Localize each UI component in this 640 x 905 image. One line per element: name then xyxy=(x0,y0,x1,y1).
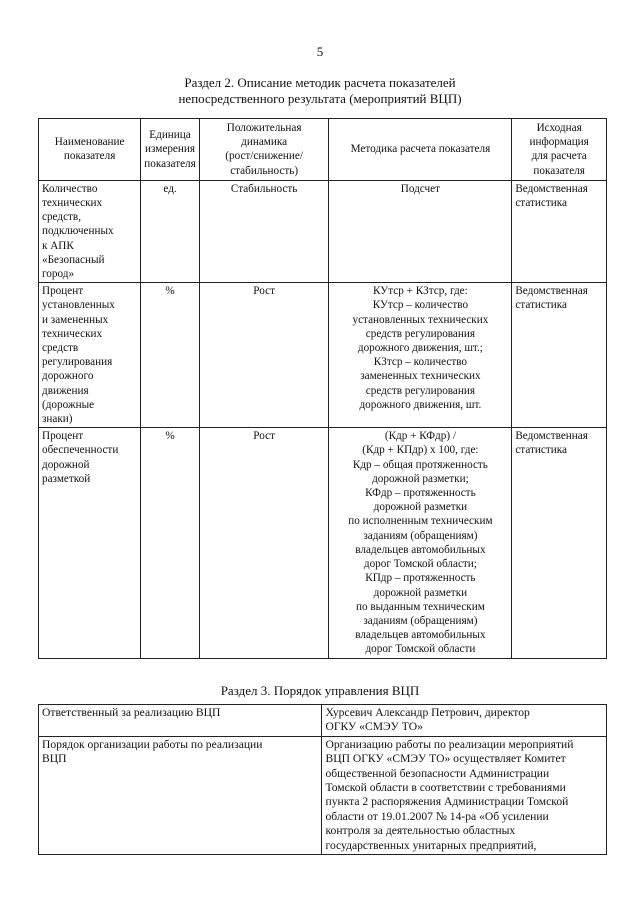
indicator-source: Ведомственная статистика xyxy=(512,428,607,658)
table-row xyxy=(39,180,607,282)
program-management-table xyxy=(38,704,607,855)
section-2-title xyxy=(0,75,640,107)
indicator-unit: % xyxy=(141,283,200,428)
header-indicator-name: Наименование показателя xyxy=(39,119,141,181)
table-row xyxy=(39,705,607,737)
indicator-source: Ведомственная статистика xyxy=(512,283,607,428)
indicator-source: Ведомственная статистика xyxy=(512,180,607,282)
indicator-dynamics: Рост xyxy=(199,428,329,658)
indicator-methods-table xyxy=(38,118,607,659)
indicator-method: Подсчет xyxy=(329,180,512,282)
indicator-unit: % xyxy=(141,428,200,658)
section-2-title-line-2: непосредственного результата (мероприятий ВЦП) xyxy=(178,91,462,106)
management-value: Организацию работы по реализации мероприятий ВЦП ОГКУ «СМЭУ ТО» осуществляет Комитет общественной безопасности Администрации Томской области в соответствии с требованиями пункта 2 распоряжения Администрации Томской области от 19.01.2007 № 14-ра «Об усилении контроля за деятельностью областных государственных унитарных предприятий, xyxy=(322,736,607,854)
header-source: Исходная информация для расчета показателя xyxy=(512,119,607,181)
section-3-title: Раздел 3. Порядок управления ВЦП xyxy=(220,683,420,698)
table-row xyxy=(39,736,607,854)
table-row xyxy=(39,283,607,428)
table-row xyxy=(39,428,607,658)
indicator-name: Процент обеспеченности дорожной разметкой xyxy=(39,428,141,658)
indicator-unit: ед. xyxy=(141,180,200,282)
section-2-title-line-1: Раздел 2. Описание методик расчета показателей xyxy=(184,75,456,90)
indicator-name: Процент установленных и замененных технических средств регулирования дорожного движения (дорожные знаки) xyxy=(39,283,141,428)
indicator-dynamics: Стабильность xyxy=(199,180,329,282)
management-label: Ответственный за реализацию ВЦП xyxy=(39,705,322,737)
header-method: Методика расчета показателя xyxy=(329,119,512,181)
indicator-method: КУтср + КЗтср, где: КУтср – количество установленных технических средств регулирования дорожного движения, шт.; КЗтср – количество замененных технических средств регулирования дорожного движения, шт. xyxy=(329,283,512,428)
header-dynamics: Положительная динамика (рост/снижение/ стабильность) xyxy=(199,119,329,181)
indicator-method: (Кдр + КФдр) / (Кдр + КПдр) х 100, где: Кдр – общая протяженность дорожной разметки; КФдр – протяженность дорожной разметки по исполненным техническим заданиям (обращениям) владельцев автомобильных дорог Томской области; КПдр – протяженность дорожной разметки по выданным техническим заданиям (обращениям) владельцев автомобильных дорог Томской области xyxy=(329,428,512,658)
header-unit: Единица измерения показателя xyxy=(141,119,200,181)
indicator-dynamics: Рост xyxy=(199,283,329,428)
indicator-name: Количество технических средств, подключенных к АПК «Безопасный город» xyxy=(39,180,141,282)
table-header-row xyxy=(39,119,607,181)
page-number: 5 xyxy=(316,44,324,59)
management-value: Хурсевич Александр Петрович, директор ОГКУ «СМЭУ ТО» xyxy=(322,705,607,737)
management-label: Порядок организации работы по реализации ВЦП xyxy=(39,736,322,854)
